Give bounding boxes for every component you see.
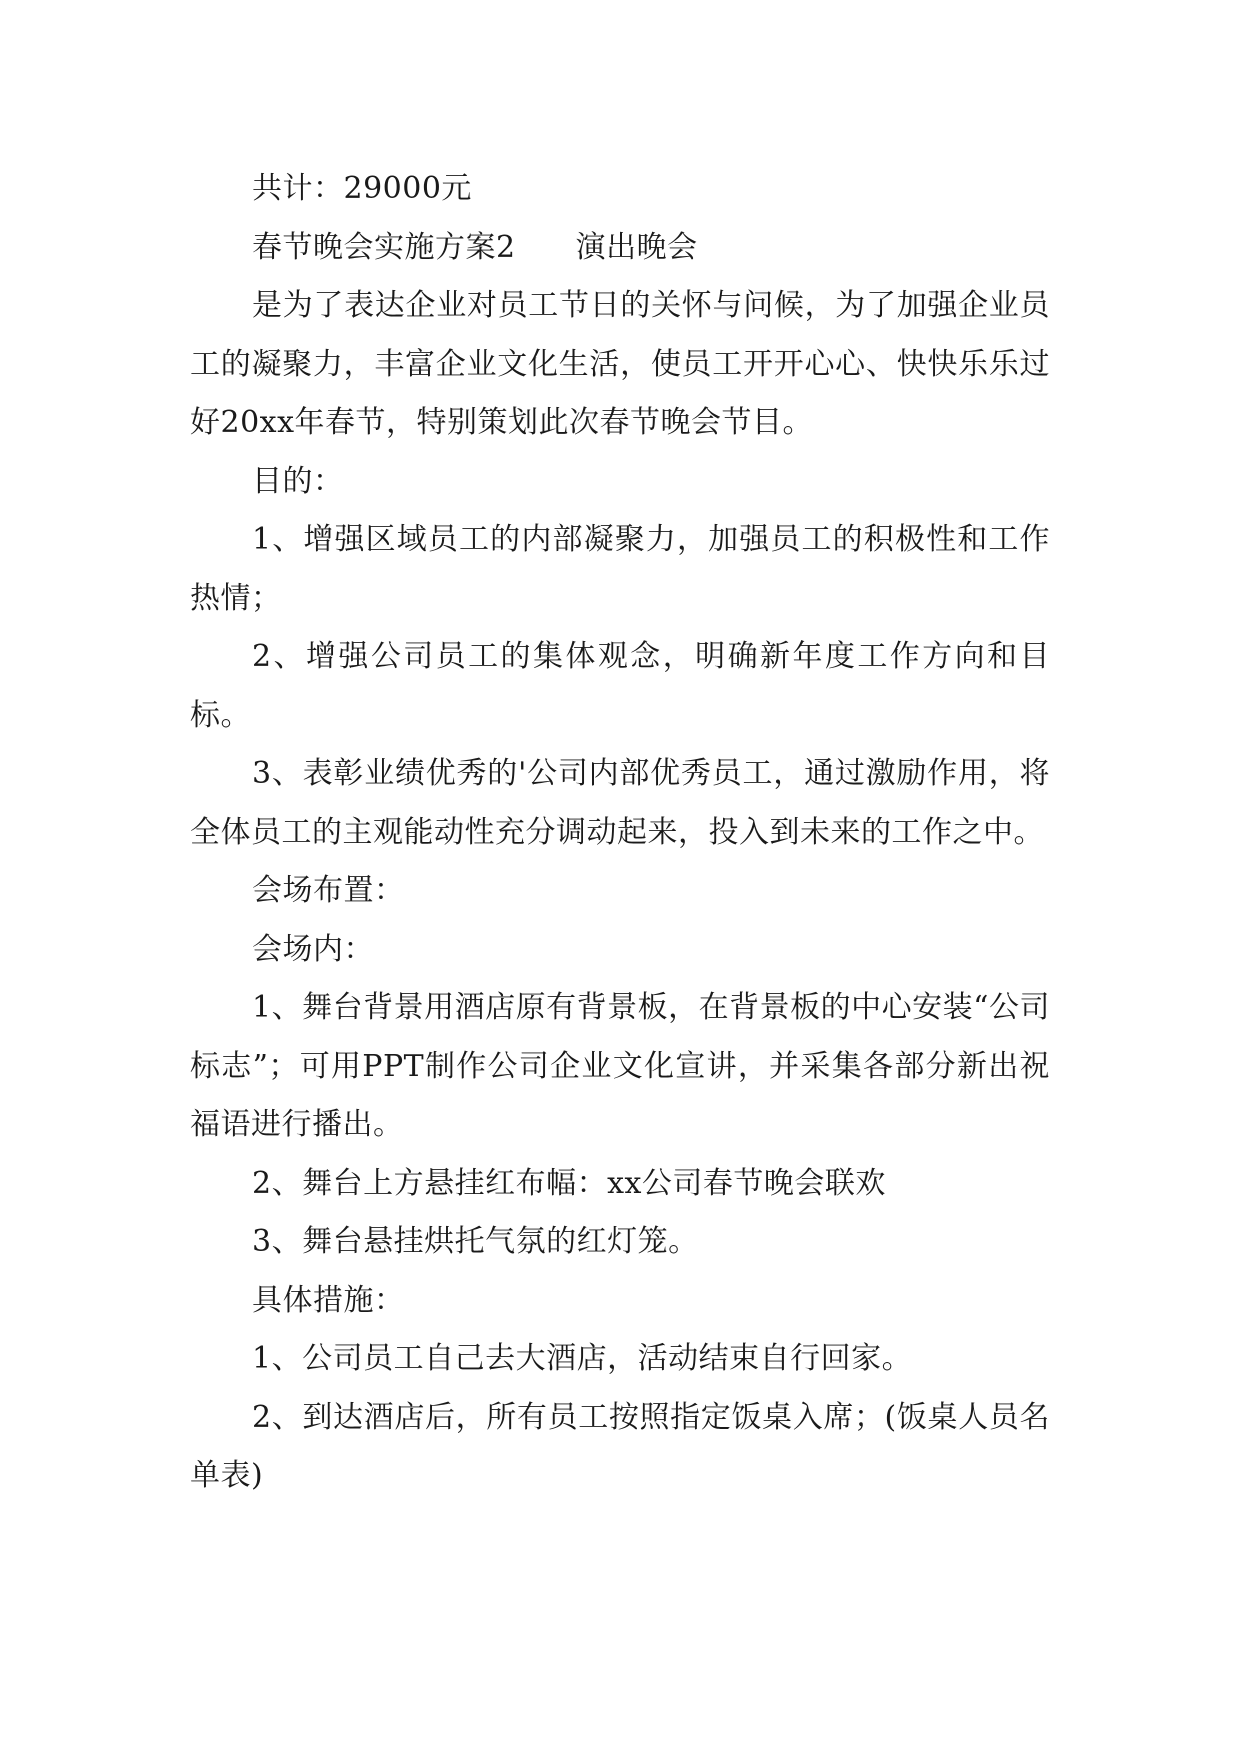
section-title [190, 219, 1050, 278]
venue-item: 1、舞台背景用酒店原有背景板，在背景板的中心安装“公司标志”；可用PPT制作公司企业文化宣讲，并采集各部分新出祝福语进行播出。 [190, 990, 1050, 1142]
section-title-sub: 演出晚会 [575, 229, 698, 265]
document-body [190, 160, 1050, 1506]
section-title-main: 春节晚会实施方案2 [252, 229, 516, 265]
measures-item: 1、公司员工自己去大酒店，活动结束自行回家。 [252, 1341, 913, 1376]
venue-item: 2、舞台上方悬挂红布幅：xx公司春节晚会联欢 [252, 1165, 886, 1201]
purpose-item: 3、表彰业绩优秀的'公司内部优秀员工，通过激励作用，将全体员工的主观能动性充分调动起来，投入到未来的工作之中。 [190, 756, 1050, 850]
measures-heading: 具体措施： [252, 1282, 405, 1318]
venue-item: 3、舞台悬挂烘托气氛的红灯笼。 [252, 1224, 699, 1259]
purpose-item: 1、增强区域员工的内部凝聚力，加强员工的积极性和工作热情； [190, 522, 1050, 616]
venue-heading: 会场布置： [252, 873, 405, 908]
intro-paragraph: 是为了表达企业对员工节日的关怀与问候，为了加强企业员工的凝聚力，丰富企业文化生活，使员工开开心心、快快乐乐过好20xx年春节，特别策划此次春节晚会节目。 [190, 288, 1050, 440]
total-line: 共计：29000元 [252, 171, 472, 206]
venue-inside-heading: 会场内： [252, 931, 374, 967]
purpose-item: 2、增强公司员工的集体观念，明确新年度工作方向和目标。 [190, 639, 1050, 733]
purpose-heading: 目的： [252, 463, 344, 499]
measures-item: 2、到达酒店后，所有员工按照指定饭桌入席；(饭桌人员名单表) [190, 1399, 1050, 1493]
